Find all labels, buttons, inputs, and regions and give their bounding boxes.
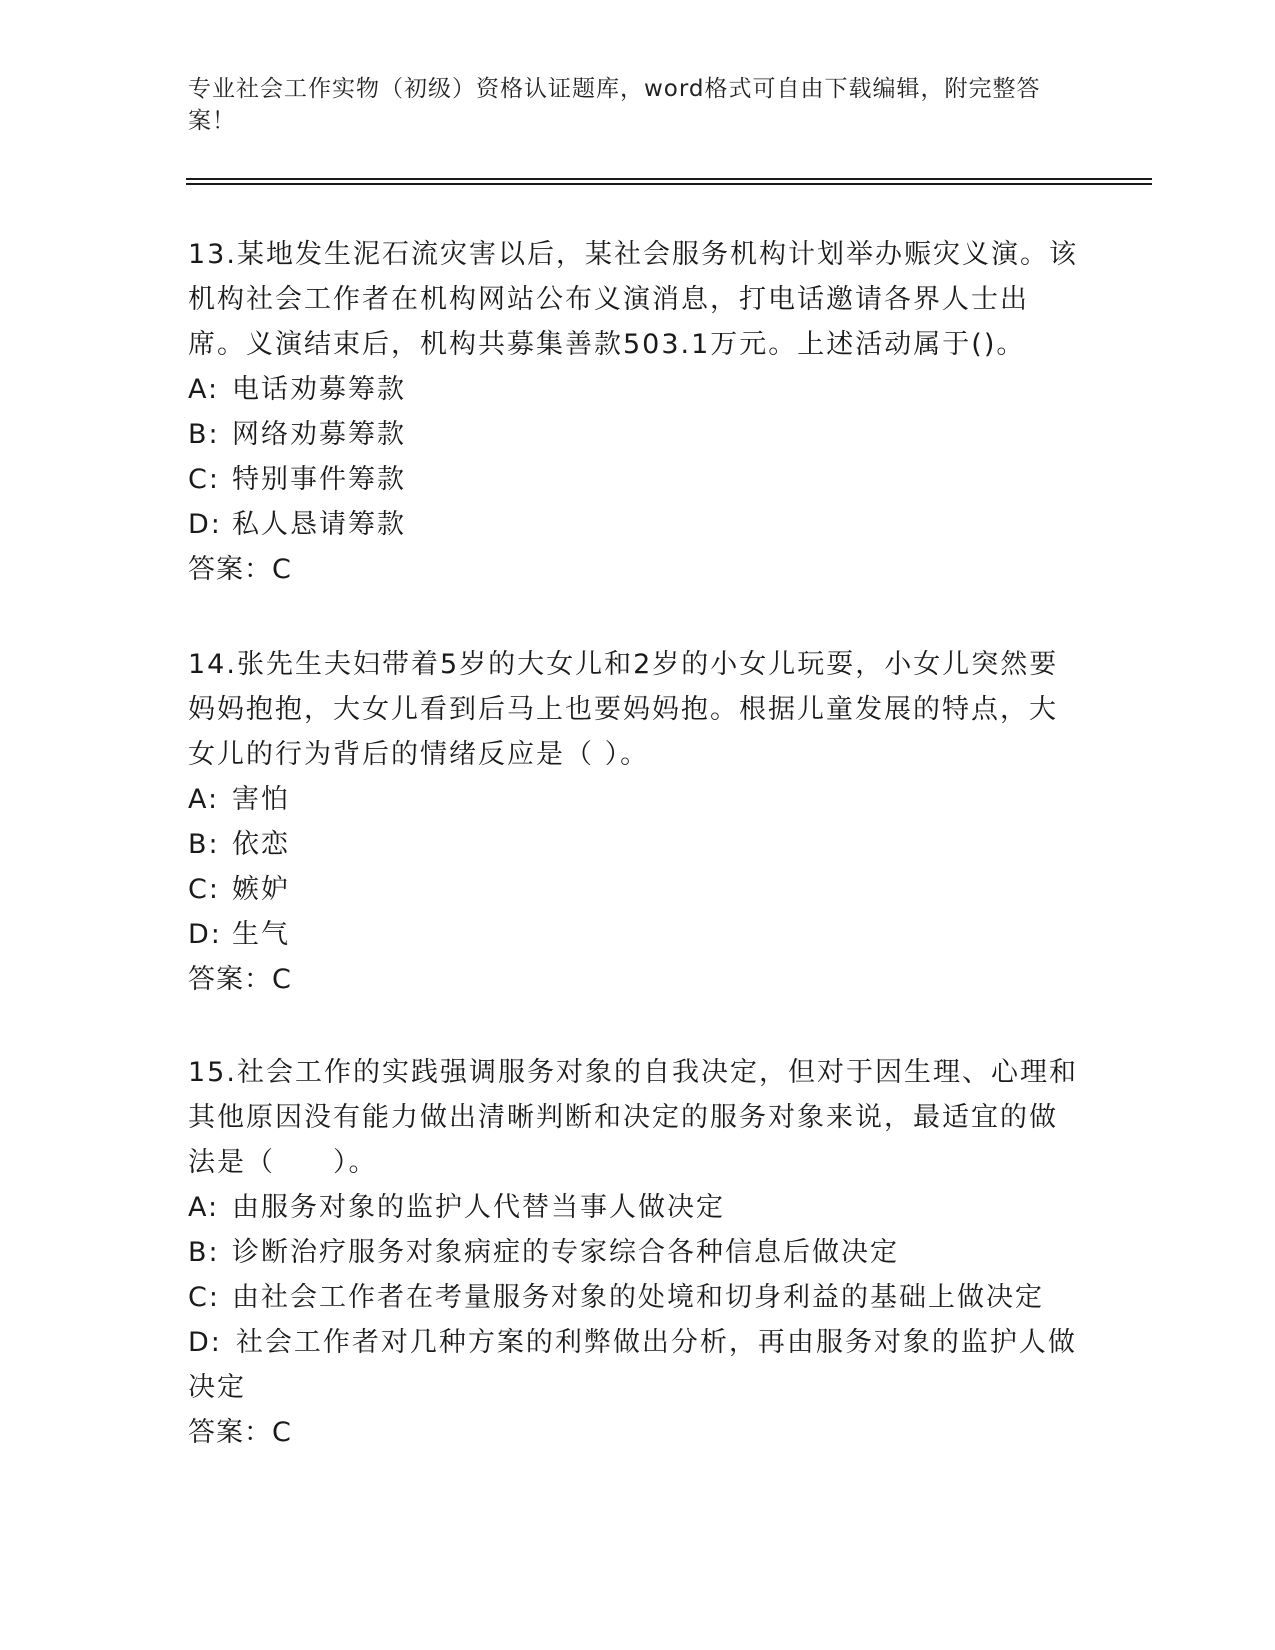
option-c bbox=[188, 1275, 1078, 1320]
option-letter: C: bbox=[188, 464, 220, 495]
option-text: 电话劝募筹款 bbox=[232, 374, 406, 405]
header-rule-bottom bbox=[186, 183, 1152, 185]
option-d bbox=[188, 912, 1078, 957]
option-text: 特别事件筹款 bbox=[232, 464, 406, 495]
option-text: 生气 bbox=[232, 919, 290, 950]
question-stem: 14.张先生夫妇带着5岁的大女儿和2岁的小女儿玩耍，小女儿突然要妈妈抱抱，大女儿看到后马上也要妈妈抱。根据儿童发展的特点，大女儿的行为背后的情绪反应是（ ）。 bbox=[188, 649, 1059, 770]
answer-line: 答案：C bbox=[188, 1417, 292, 1448]
option-letter: B: bbox=[188, 419, 220, 450]
option-letter: D: bbox=[188, 1327, 222, 1358]
option-letter: D: bbox=[188, 919, 222, 950]
option-text: 依恋 bbox=[232, 829, 290, 860]
option-letter: A: bbox=[188, 374, 220, 405]
option-text: 嫉妒 bbox=[232, 874, 290, 905]
option-letter: A: bbox=[188, 784, 220, 815]
option-text: 社会工作者对几种方案的利弊做出分析，再由服务对象的监护人做决定 bbox=[188, 1327, 1077, 1403]
option-b bbox=[188, 1230, 1078, 1275]
question-15 bbox=[188, 1050, 1078, 1455]
option-text: 网络劝募筹款 bbox=[232, 419, 406, 450]
option-text: 由社会工作者在考量服务对象的处境和切身利益的基础上做决定 bbox=[232, 1282, 1044, 1313]
option-text: 私人恳请筹款 bbox=[232, 509, 406, 540]
document-header: 专业社会工作实物（初级）资格认证题库，word格式可自由下载编辑，附完整答案！ bbox=[188, 76, 1041, 134]
question-13 bbox=[188, 232, 1078, 592]
question-stem: 15.社会工作的实践强调服务对象的自我决定，但对于因生理、心理和其他原因没有能力做出清晰判断和决定的服务对象来说，最适宜的做法是（ ）。 bbox=[188, 1057, 1078, 1178]
option-letter: D: bbox=[188, 509, 222, 540]
option-c bbox=[188, 867, 1078, 912]
option-a bbox=[188, 777, 1078, 822]
option-letter: B: bbox=[188, 829, 220, 860]
option-letter: A: bbox=[188, 1192, 220, 1223]
option-a bbox=[188, 367, 1078, 412]
question-14 bbox=[188, 642, 1078, 1002]
option-letter: C: bbox=[188, 1282, 220, 1313]
option-letter: C: bbox=[188, 874, 220, 905]
header-rule-top bbox=[186, 178, 1152, 180]
option-letter: B: bbox=[188, 1237, 220, 1268]
option-b bbox=[188, 822, 1078, 867]
option-text: 由服务对象的监护人代替当事人做决定 bbox=[232, 1192, 725, 1223]
answer-line: 答案：C bbox=[188, 964, 292, 995]
option-a bbox=[188, 1185, 1078, 1230]
answer-line: 答案：C bbox=[188, 554, 292, 585]
option-text: 诊断治疗服务对象病症的专家综合各种信息后做决定 bbox=[232, 1237, 899, 1268]
option-b bbox=[188, 412, 1078, 457]
option-text: 害怕 bbox=[232, 784, 290, 815]
question-stem: 13.某地发生泥石流灾害以后，某社会服务机构计划举办赈灾义演。该机构社会工作者在机构网站公布义演消息，打电话邀请各界人士出席。义演结束后，机构共募集善款503.1万元。上述活动属于()。 bbox=[188, 239, 1078, 360]
option-c bbox=[188, 457, 1078, 502]
option-d bbox=[188, 502, 1078, 547]
option-d bbox=[188, 1320, 1078, 1410]
